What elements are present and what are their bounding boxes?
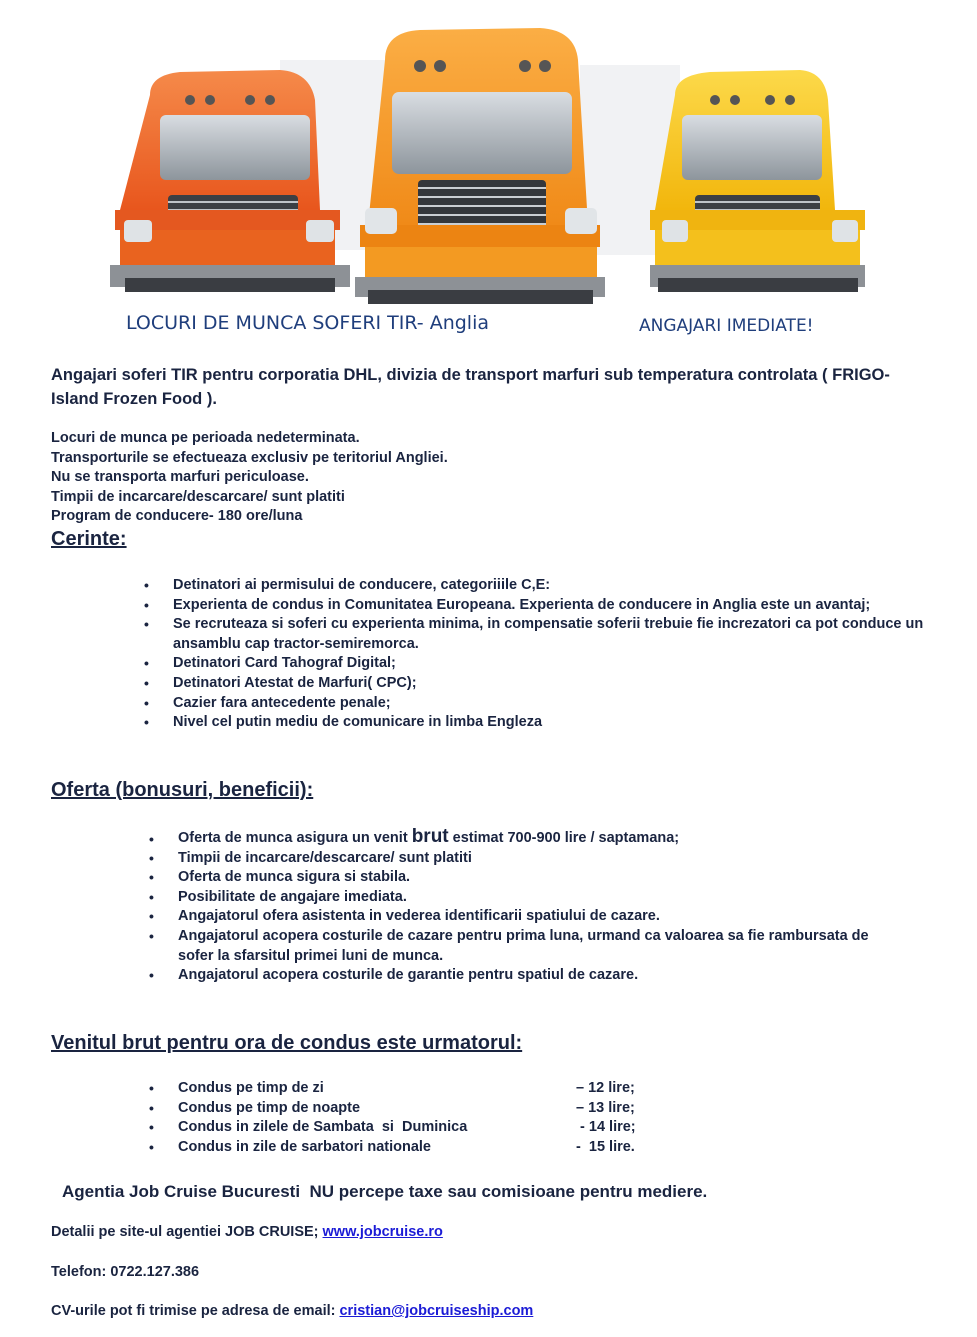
brut-highlight: brut bbox=[411, 826, 449, 847]
wages-heading: Venitul brut pentru ora de condus este urmatorul: bbox=[51, 1032, 523, 1054]
fact-line: Locuri de munca pe perioada nedeterminata. bbox=[51, 430, 360, 446]
bullet-icon: • bbox=[144, 674, 149, 691]
bullet-icon: • bbox=[144, 616, 149, 633]
email-link[interactable]: cristian@jobcruiseship.com bbox=[339, 1303, 534, 1319]
bullet-icon: • bbox=[149, 1119, 154, 1136]
bullet-icon: • bbox=[149, 1138, 154, 1155]
agency-note: Agentia Job Cruise Bucuresti NU percepe taxe sau comisioane pentru mediere. bbox=[62, 1182, 708, 1201]
list-item bbox=[149, 1138, 678, 1158]
wages-list bbox=[149, 1079, 678, 1157]
wage-rate: - 14 lire; bbox=[576, 1119, 636, 1136]
website-link[interactable]: www.jobcruise.ro bbox=[322, 1224, 443, 1240]
list-item: • Cazier fara antecedente penale; bbox=[173, 694, 933, 714]
bullet-icon: • bbox=[144, 596, 149, 613]
intro-paragraph: Angajari soferi TIR pentru corporatia DHL, divizia de transport marfuri sub temperatura controlata ( FRIGO- Island Frozen Food ). bbox=[51, 366, 890, 408]
offer-list bbox=[149, 826, 898, 986]
list-item: • Nivel cel putin mediu de comunicare in limba Engleza bbox=[173, 713, 933, 733]
list-item: • Experienta de condus in Comunitatea Europeana. Experienta de conducere in Anglia este un avantaj; bbox=[173, 596, 933, 616]
wage-rate: – 13 lire; bbox=[576, 1099, 635, 1116]
yellow-truck-right bbox=[650, 70, 865, 292]
bullet-icon: • bbox=[149, 869, 154, 886]
bullet-icon: • bbox=[149, 1080, 154, 1096]
bullet-icon: • bbox=[144, 577, 149, 593]
offer-heading: Oferta (bonusuri, beneficii): bbox=[51, 779, 314, 801]
list-item: • Angajatorul acopera costurile de garantie pentru spatiul de cazare. bbox=[178, 966, 898, 986]
list-item: • Timpii de incarcare/descarcare/ sunt platiti bbox=[178, 849, 898, 869]
list-item bbox=[149, 1079, 678, 1099]
fact-line: Nu se transporta marfuri periculoase. bbox=[51, 469, 309, 486]
list-item: • Angajatorul ofera asistenta in vederea identificarii spatiului de cazare. bbox=[178, 907, 898, 927]
fact-line: Transporturile se efectueaza exclusiv pe teritoriul Angliei. bbox=[51, 449, 448, 466]
list-item: • Detinatori Atestat de Marfuri( CPC); bbox=[173, 674, 933, 694]
list-item bbox=[149, 1118, 678, 1138]
bullet-icon: • bbox=[149, 908, 154, 925]
bullet-icon: • bbox=[144, 714, 149, 731]
bullet-icon: • bbox=[144, 655, 149, 672]
phone-line: Telefon: 0722.127.386 bbox=[51, 1264, 200, 1280]
page-title: LOCURI DE MUNCA SOFERI TIR- Anglia bbox=[126, 312, 490, 334]
orange-truck-left bbox=[110, 70, 350, 292]
wage-rate: - 15 lire. bbox=[576, 1138, 635, 1155]
bullet-icon: • bbox=[149, 888, 154, 905]
wage-label: Condus pe timp de zi bbox=[178, 1080, 324, 1096]
wage-label: Condus pe timp de noapte bbox=[178, 1099, 361, 1116]
requirements-heading: Cerinte: bbox=[51, 528, 127, 550]
fact-line: Timpii de incarcare/descarcare/ sunt platiti bbox=[51, 488, 345, 505]
bullet-icon: • bbox=[144, 694, 149, 711]
requirements-list bbox=[144, 576, 933, 733]
list-item: • Oferta de munca asigura un venit brut estimat 700-900 lire / saptamana; bbox=[178, 827, 898, 849]
email-line: CV-urile pot fi trimise pe adresa de email: cristian@jobcruiseship.com bbox=[51, 1303, 534, 1319]
job-facts bbox=[51, 429, 448, 527]
list-item: • Oferta de munca sigura si stabila. bbox=[178, 868, 898, 888]
bullet-icon: • bbox=[149, 967, 154, 984]
urgent-badge: ANGAJARI IMEDIATE! bbox=[639, 316, 814, 336]
fact-line: Program de conducere- 180 ore/luna bbox=[51, 508, 303, 525]
orange-truck-center bbox=[355, 28, 605, 304]
list-item bbox=[149, 1099, 678, 1119]
list-item: • Posibilitate de angajare imediata. bbox=[178, 888, 898, 908]
wage-label: Condus in zilele de Sambata si Duminica bbox=[178, 1119, 468, 1136]
bullet-icon: • bbox=[149, 849, 154, 866]
bullet-icon: • bbox=[149, 1099, 154, 1116]
list-item: • Detinatori ai permisului de conducere, categoriiile C,E: bbox=[173, 576, 933, 596]
bullet-icon: • bbox=[149, 927, 154, 944]
list-item: • Angajatorul acopera costurile de cazare pentru prima luna, urmand ca valoarea sa fie rambursata de sofer la sfarsitul primei luni de munca. bbox=[149, 927, 869, 964]
list-item: • Detinatori Card Tahograf Digital; bbox=[173, 654, 933, 674]
wage-label: Condus in zile de sarbatori nationale bbox=[178, 1138, 431, 1155]
wage-rate: – 12 lire; bbox=[576, 1080, 635, 1096]
bullet-icon: • bbox=[149, 831, 154, 847]
list-item: • Se recruteaza si soferi cu experienta minima, in compensatie soferii trebuie fie increzatori ca pot conduce un ansamblu cap tractor-semiremorca. bbox=[144, 616, 924, 652]
trucks-illustration bbox=[110, 20, 870, 310]
website-line: Detalii pe site-ul agentiei JOB CRUISE; www.jobcruise.ro bbox=[51, 1224, 443, 1240]
